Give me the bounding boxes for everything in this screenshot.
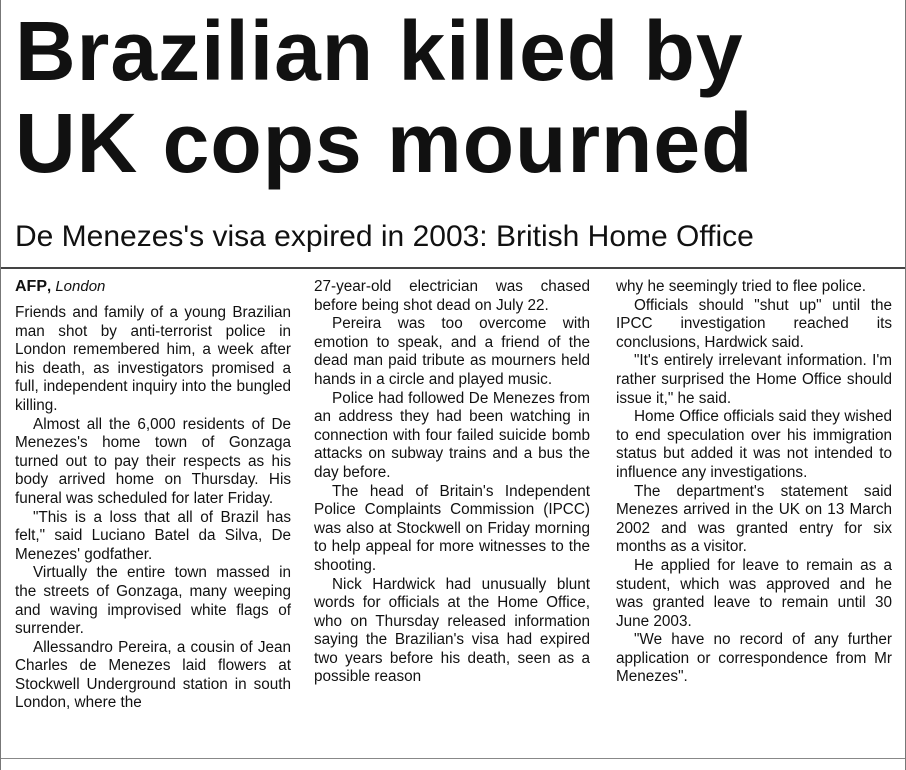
paragraph: Nick Hardwick had unusually blunt words for officials at the Home Office, who on Thursday released information saying the Brazilian's visa had expired two years before his death, seen as a possible reason xyxy=(314,575,590,686)
paragraph: "It's entirely irrelevant information. I'm rather surprised the Home Office should issue it," he said. xyxy=(616,352,892,407)
article-column-1 xyxy=(15,278,291,713)
paragraph: Police had followed De Menezes from an address they had been watching in connection with four failed suicide bomb attacks on subway trains and a bus the day before. xyxy=(314,389,590,481)
article-column-2 xyxy=(314,278,590,687)
byline-place: London xyxy=(55,278,106,295)
paragraph: The head of Britain's Independent Police Complaints Commission (IPCC) was also at Stockwell on Friday morning to help appeal for more witnesses to the shooting. xyxy=(314,482,590,574)
paragraph: Pereira was too overcome with emotion to speak, and a friend of the dead man paid tribute as mourners held hands in a circle and played music. xyxy=(314,315,590,388)
paragraph: Almost all the 6,000 residents of De Menezes's home town of Gonzaga turned out to pay their respects as his body arrived home on Thursday. His funeral was scheduled for later Friday. xyxy=(15,415,291,507)
paragraph: "This is a loss that all of Brazil has felt," said Luciano Batel da Silva, De Menezes' godfather. xyxy=(15,508,291,563)
subheadline: De Menezes's visa expired in 2003: British Home Office xyxy=(15,220,754,253)
byline-agency: AFP xyxy=(15,278,47,295)
headline-line-1: Brazilian killed by xyxy=(15,4,744,98)
byline xyxy=(15,278,291,296)
paragraph: Officials should "shut up" until the IPCC investigation reached its conclusions, Hardwick said. xyxy=(616,296,892,351)
bottom-edge xyxy=(1,758,906,759)
paragraph: Friends and family of a young Brazilian man shot by anti-terrorist police in London remembered him, a week after his death, as investigators promised a full, independent inquiry into the bungled killing. xyxy=(15,304,291,414)
paragraph: 27-year-old electrician was chased before being shot dead on July 22. xyxy=(314,278,590,314)
headline-line-2: UK cops mourned xyxy=(15,96,754,190)
paragraph: Allessandro Pereira, a cousin of Jean Charles de Menezes laid flowers at Stockwell Underground station in south London, where the xyxy=(15,638,291,712)
paragraph: The department's statement said Menezes arrived in the UK on 13 March 2002 and was granted entry for six months as a visitor. xyxy=(616,482,892,556)
paragraph: why he seemingly tried to flee police. xyxy=(616,278,866,295)
paragraph: Home Office officials said they wished to end speculation over his immigration status but added it was not intended to influence any investigations. xyxy=(616,408,892,481)
paragraph: Virtually the entire town massed in the streets of Gonzaga, many weeping and waving improvised white flags of surrender. xyxy=(15,564,291,638)
byline-separator: , xyxy=(47,278,52,295)
paragraph: "We have no record of any further application or correspondence from Mr Menezes". xyxy=(616,631,892,686)
paragraph: He applied for leave to remain as a student, which was approved and he was granted leave to remain until 30 June 2003. xyxy=(616,556,892,630)
header-divider xyxy=(1,267,906,269)
article-column-3 xyxy=(616,278,892,687)
